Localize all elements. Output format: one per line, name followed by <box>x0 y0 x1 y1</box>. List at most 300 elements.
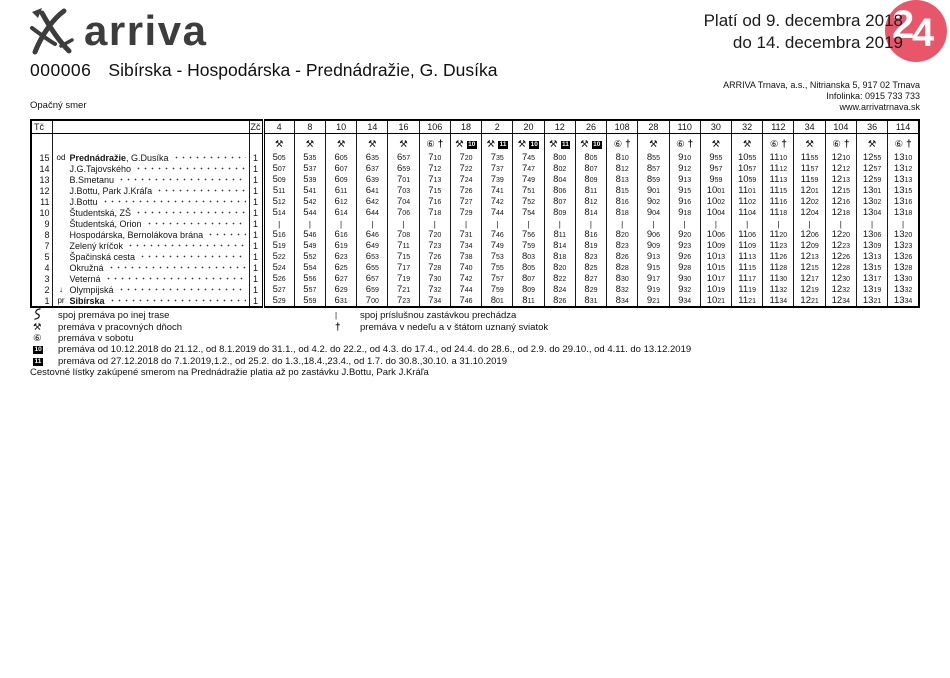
time-cell: 1120 <box>763 229 794 240</box>
time-cell: 811 <box>513 295 544 307</box>
zone-cell: 1 <box>249 229 263 240</box>
time-cell: 505 <box>263 152 294 163</box>
route-title <box>30 60 497 81</box>
legend-notes <box>30 344 930 367</box>
time-cell: 912 <box>669 163 700 174</box>
trip-number-header: 14 <box>357 120 388 134</box>
time-cell: 1315 <box>856 262 887 273</box>
time-cell <box>856 218 887 229</box>
time-cell: 723 <box>388 295 419 307</box>
passes-through-icon: | <box>496 219 499 229</box>
stop-row <box>31 163 919 174</box>
route-number: 000006 <box>30 60 92 80</box>
time-cell: 1301 <box>856 185 887 196</box>
time-cell: 712 <box>419 163 450 174</box>
time-cell: 730 <box>419 273 450 284</box>
note-10-icon: 10 <box>530 141 538 148</box>
time-cell: 827 <box>575 273 606 284</box>
sunday-holiday-icon: † <box>843 139 850 150</box>
time-cell: 635 <box>357 152 388 163</box>
time-cell: 815 <box>607 185 638 196</box>
stop-name-cell <box>52 185 249 196</box>
time-cell: 541 <box>294 185 325 196</box>
time-cell: 1210 <box>825 152 856 163</box>
stop-row <box>31 218 919 229</box>
time-cell: 822 <box>544 273 575 284</box>
time-cell: 818 <box>544 251 575 262</box>
stop-row <box>31 295 919 307</box>
sunday-holiday-icon: † <box>781 139 787 150</box>
dot-leader <box>105 275 246 282</box>
zone-cell: 1 <box>249 218 263 229</box>
legend-item <box>30 356 930 367</box>
zone-cell: 1 <box>249 273 263 284</box>
time-cell: 957 <box>700 163 731 174</box>
stop-name-cell <box>52 262 249 273</box>
time-cell: 735 <box>482 152 513 163</box>
trip-symbols-cell <box>638 134 669 153</box>
time-cell: 625 <box>325 262 356 273</box>
time-cell: 805 <box>513 262 544 273</box>
time-cell: 755 <box>482 262 513 273</box>
note-11-icon: 11 <box>499 141 507 148</box>
trip-symbols-cell <box>544 134 575 153</box>
time-cell: 511 <box>263 185 294 196</box>
passes-through-icon: | <box>558 219 561 229</box>
workdays-icon: ⚒ <box>274 139 284 150</box>
time-cell: 723 <box>419 240 450 251</box>
time-cell: 657 <box>388 152 419 163</box>
stop-name-cell <box>52 218 249 229</box>
time-cell: 649 <box>357 240 388 251</box>
stop-name: Olympijská <box>69 284 114 295</box>
time-cell: 616 <box>325 229 356 240</box>
dot-leader <box>207 231 245 238</box>
time-cell: 1102 <box>732 196 763 207</box>
time-cell: 546 <box>294 229 325 240</box>
time-cell: 1119 <box>732 284 763 295</box>
sunday-holiday-icon: † <box>335 321 341 333</box>
legend-item <box>30 310 332 321</box>
stop-sequence-number: 14 <box>39 163 50 174</box>
time-cell: 1201 <box>794 185 825 196</box>
time-cell: 831 <box>575 295 606 307</box>
time-cell: 917 <box>638 273 669 284</box>
time-cell: 816 <box>607 196 638 207</box>
trip-number-header: 8 <box>294 120 325 134</box>
time-cell: 1101 <box>732 185 763 196</box>
time-cell: 1219 <box>794 284 825 295</box>
stop-sequence-number: 15 <box>39 152 50 163</box>
legend-item-icon <box>30 356 58 367</box>
legend-item-label: premáva v nedeľu a v štátom uznaný sviatok <box>360 321 549 333</box>
time-cell: 1313 <box>856 251 887 262</box>
time-cell: 1215 <box>794 262 825 273</box>
workdays-icon: ⚒ <box>399 139 408 150</box>
time-cell: 904 <box>638 207 669 218</box>
time-cell: 1019 <box>700 284 731 295</box>
time-cell: 559 <box>294 295 325 307</box>
stop-name-cell <box>52 240 249 251</box>
time-cell: 1209 <box>794 240 825 251</box>
time-cell: 1313 <box>888 174 919 185</box>
stop-name-cell <box>52 174 249 185</box>
legend-item-icon <box>332 310 360 321</box>
stop-name: Študentská, Orion <box>69 218 142 229</box>
dot-leader <box>118 176 245 183</box>
time-cell: 824 <box>544 284 575 295</box>
time-cell: 623 <box>325 251 356 262</box>
time-cell: 913 <box>638 251 669 262</box>
trip-number-header: 34 <box>794 120 825 134</box>
time-cell: 740 <box>450 262 481 273</box>
time-cell: 1130 <box>763 273 794 284</box>
legend-item-icon <box>30 333 58 344</box>
trip-number-header: 106 <box>419 120 450 134</box>
time-cell: 920 <box>669 229 700 240</box>
time-cell: 820 <box>607 229 638 240</box>
trip-symbols-cell <box>607 134 638 153</box>
time-cell: 706 <box>388 207 419 218</box>
time-cell: 809 <box>544 207 575 218</box>
time-cell: 1128 <box>763 262 794 273</box>
trip-symbols-cell <box>669 134 700 153</box>
time-cell: 552 <box>294 251 325 262</box>
symbol-row-spacer <box>249 134 263 153</box>
saturday-icon: ⑥ <box>832 139 841 150</box>
time-cell: 512 <box>263 196 294 207</box>
legend-item-label: spoj príslušnou zastávkou prechádza <box>360 310 517 322</box>
validity-line1: Platí od 9. decembra 2018 <box>703 11 903 30</box>
company-website: www.arrivatrnava.sk <box>839 102 920 112</box>
time-cell: 807 <box>544 196 575 207</box>
time-cell: 913 <box>669 174 700 185</box>
time-cell: 710 <box>419 152 450 163</box>
saturday-icon: ⑥ <box>426 139 435 150</box>
time-cell: 703 <box>388 185 419 196</box>
time-cell <box>763 218 794 229</box>
company-address: ARRIVA Trnava, a.s., Nitrianska 5, 917 02 Trnava <box>723 80 920 90</box>
time-cell: 1118 <box>763 207 794 218</box>
passes-through-icon: | <box>839 219 842 229</box>
workdays-icon: ⚒ <box>867 139 877 150</box>
time-cell: 1316 <box>888 196 919 207</box>
workdays-icon: ⚒ <box>580 139 589 150</box>
trip-symbols-cell <box>263 134 294 153</box>
passes-through-icon: | <box>714 219 717 229</box>
time-cell: 759 <box>513 240 544 251</box>
stop-row <box>31 174 919 185</box>
workdays-icon: ⚒ <box>742 139 752 150</box>
time-cell: 1021 <box>700 295 731 307</box>
time-cell: 1312 <box>888 163 919 174</box>
time-cell: 726 <box>450 185 481 196</box>
time-cell: 556 <box>294 273 325 284</box>
time-cell: 1213 <box>825 174 856 185</box>
passes-through-icon: | <box>527 219 530 229</box>
time-cell: 828 <box>607 262 638 273</box>
trip-number-header: 4 <box>263 120 294 134</box>
time-cell: 809 <box>513 284 544 295</box>
time-cell <box>263 218 294 229</box>
time-cell <box>607 218 638 229</box>
trip-number-header: 104 <box>825 120 856 134</box>
time-cell: 549 <box>294 240 325 251</box>
direction-label: Opačný smer <box>30 100 87 111</box>
trip-symbols-cell <box>513 134 544 153</box>
legend-item-icon <box>30 344 58 355</box>
legend-item <box>332 310 548 321</box>
time-cell: 721 <box>388 284 419 295</box>
time-cell <box>325 218 356 229</box>
trip-number-header: 110 <box>669 120 700 134</box>
time-cell: 1104 <box>732 207 763 218</box>
time-cell: 729 <box>450 207 481 218</box>
time-cell: 1115 <box>763 185 794 196</box>
stop-sequence-number: 8 <box>44 229 50 240</box>
time-cell: 819 <box>575 240 606 251</box>
passes-through-icon: | <box>335 311 338 321</box>
time-cell: 1126 <box>763 251 794 262</box>
trip-symbols-cell <box>856 134 887 153</box>
workdays-icon: ⚒ <box>486 139 496 150</box>
time-cell: 1319 <box>856 284 887 295</box>
time-cell: 737 <box>482 163 513 174</box>
stop-row <box>31 284 919 295</box>
time-cell: 557 <box>294 284 325 295</box>
time-cell: 1318 <box>888 207 919 218</box>
time-cell: 1115 <box>732 262 763 273</box>
time-cell: 1123 <box>763 240 794 251</box>
time-cell: 605 <box>325 152 356 163</box>
stop-name-cell <box>52 207 249 218</box>
time-cell: 915 <box>669 185 700 196</box>
time-cell <box>357 218 388 229</box>
time-cell: 902 <box>638 196 669 207</box>
arriva-logo-icon <box>28 6 80 56</box>
passes-through-icon: | <box>746 219 749 229</box>
time-cell: 1321 <box>856 295 887 307</box>
time-cell: 718 <box>419 207 450 218</box>
time-cell: 734 <box>419 295 450 307</box>
time-cell: 1013 <box>700 251 731 262</box>
legend-item-label: premáva v pracovných dňoch <box>58 321 183 333</box>
time-cell: 1015 <box>700 262 731 273</box>
time-cell: 818 <box>607 207 638 218</box>
time-cell: 1213 <box>794 251 825 262</box>
passes-through-icon: | <box>589 219 592 229</box>
time-cell: 742 <box>450 273 481 284</box>
time-cell: 1323 <box>888 240 919 251</box>
dot-leader <box>139 253 245 260</box>
time-cell: 830 <box>607 273 638 284</box>
legend-item <box>332 321 548 332</box>
saturday-icon: ⑥ <box>613 139 623 150</box>
saturday-icon: ⑥ <box>894 139 904 150</box>
time-cell: 1304 <box>856 207 887 218</box>
symbol-row-spacer <box>52 134 249 153</box>
time-cell: 1004 <box>700 207 731 218</box>
stop-sequence-number: 9 <box>44 218 50 229</box>
time-cell: 934 <box>669 295 700 307</box>
time-cell <box>544 218 575 229</box>
time-cell: 734 <box>450 240 481 251</box>
time-cell: 1001 <box>700 185 731 196</box>
time-cell: 823 <box>607 240 638 251</box>
time-cell: 644 <box>357 207 388 218</box>
stop-name-cell <box>52 196 249 207</box>
time-cell: 619 <box>325 240 356 251</box>
time-cell: 1216 <box>825 196 856 207</box>
time-cell: 1220 <box>825 229 856 240</box>
legend <box>30 310 930 378</box>
time-cell: 732 <box>419 284 450 295</box>
legend-item <box>30 333 332 344</box>
stop-row <box>31 251 919 262</box>
dot-leader <box>135 165 245 172</box>
company-infoline: Infolinka: 0915 733 733 <box>826 91 920 101</box>
time-cell: 1328 <box>888 262 919 273</box>
stop-name-cell <box>52 284 249 295</box>
zone-label: Zč <box>249 120 263 134</box>
time-cell: 811 <box>544 229 575 240</box>
trip-symbols-cell <box>794 134 825 153</box>
time-cell: 744 <box>482 207 513 218</box>
stop-name: B.Smetanu <box>69 174 115 185</box>
time-cell: 1132 <box>763 284 794 295</box>
time-cell: 919 <box>638 284 669 295</box>
zone-cell: 1 <box>249 240 263 251</box>
stop-row <box>31 240 919 251</box>
time-cell: 726 <box>419 251 450 262</box>
time-cell: 910 <box>669 152 700 163</box>
passes-through-icon: | <box>433 219 436 229</box>
dot-leader <box>127 242 245 249</box>
validity-dates <box>704 10 903 54</box>
time-cell: 746 <box>482 229 513 240</box>
time-cell: 1157 <box>794 163 825 174</box>
trip-symbols-cell <box>700 134 731 153</box>
dot-leader <box>173 154 246 161</box>
time-cell: 1202 <box>794 196 825 207</box>
time-cell: 1310 <box>888 152 919 163</box>
time-cell: 825 <box>575 262 606 273</box>
saturday-icon: ⑥ <box>676 139 685 150</box>
stop-name-cell <box>52 273 249 284</box>
time-cell <box>513 218 544 229</box>
trip-symbols-cell <box>294 134 325 153</box>
passes-through-icon: | <box>871 219 874 229</box>
time-cell: 812 <box>575 196 606 207</box>
time-cell: 641 <box>357 185 388 196</box>
time-cell: 1117 <box>732 273 763 284</box>
time-cell: 1255 <box>856 152 887 163</box>
trip-symbols-cell <box>732 134 763 153</box>
workdays-icon: ⚒ <box>33 321 42 333</box>
dot-leader <box>108 264 246 271</box>
stop-sequence-number: 4 <box>44 262 50 273</box>
time-cell: 1257 <box>856 163 887 174</box>
stop-name-cell <box>52 229 249 240</box>
time-cell <box>888 218 919 229</box>
time-cell: 744 <box>450 284 481 295</box>
time-cell: 1317 <box>856 273 887 284</box>
time-cell: 1215 <box>825 185 856 196</box>
trip-number-header: 16 <box>388 120 419 134</box>
time-cell: 529 <box>263 295 294 307</box>
time-cell: 631 <box>325 295 356 307</box>
time-cell: 918 <box>669 207 700 218</box>
time-cell: 1121 <box>732 295 763 307</box>
time-cell: 522 <box>263 251 294 262</box>
sunday-holiday-icon: † <box>437 139 444 150</box>
passes-through-icon: | <box>464 219 468 229</box>
time-cell: 516 <box>263 229 294 240</box>
corner-label: Tč <box>31 120 52 134</box>
time-cell: 720 <box>419 229 450 240</box>
stop-name: Zelený kríčok <box>69 240 124 251</box>
time-cell: 1330 <box>888 273 919 284</box>
time-cell: 607 <box>325 163 356 174</box>
time-cell: 1217 <box>794 273 825 284</box>
zone-cell: 1 <box>249 196 263 207</box>
time-cell: 802 <box>544 163 575 174</box>
time-cell: 1315 <box>888 185 919 196</box>
time-cell: 719 <box>388 273 419 284</box>
zone-cell: 1 <box>249 251 263 262</box>
time-cell: 834 <box>607 295 638 307</box>
passes-through-icon: | <box>278 219 281 229</box>
time-cell: 1334 <box>888 295 919 307</box>
dot-leader <box>109 297 246 304</box>
stop-marker: ↓ <box>59 285 63 294</box>
time-cell: 739 <box>482 174 513 185</box>
stop-row <box>31 152 919 163</box>
dot-leader <box>118 286 246 293</box>
passes-through-icon: | <box>902 219 905 229</box>
stop-row <box>31 262 919 273</box>
time-cell: 746 <box>450 295 481 307</box>
time-cell: 509 <box>263 174 294 185</box>
legend-item-icon <box>30 322 58 333</box>
time-cell: 855 <box>638 152 669 163</box>
time-cell: 519 <box>263 240 294 251</box>
time-cell: 1204 <box>794 207 825 218</box>
trip-symbols-cell <box>888 134 919 153</box>
time-cell: 826 <box>607 251 638 262</box>
trip-symbols-cell <box>763 134 794 153</box>
time-cell: 1112 <box>763 163 794 174</box>
time-cell: 1218 <box>825 207 856 218</box>
time-cell: 915 <box>638 262 669 273</box>
time-cell: 544 <box>294 207 325 218</box>
trip-number-header: 114 <box>888 120 919 134</box>
workdays-icon: ⚒ <box>305 139 315 150</box>
time-cell: 923 <box>669 240 700 251</box>
time-cell: 857 <box>638 163 669 174</box>
legend-right-column <box>332 310 548 344</box>
time-cell: 754 <box>513 207 544 218</box>
workdays-icon: ⚒ <box>711 139 721 150</box>
time-cell: 1134 <box>763 295 794 307</box>
stop-name: J.Bottu, Park J.Kráľa <box>69 185 153 196</box>
trip-number-header: 18 <box>450 120 481 134</box>
workdays-icon: ⚒ <box>649 139 658 150</box>
time-cell: 820 <box>544 262 575 273</box>
time-cell: 745 <box>513 152 544 163</box>
time-cell: 1116 <box>763 196 794 207</box>
dot-leader <box>146 220 246 227</box>
